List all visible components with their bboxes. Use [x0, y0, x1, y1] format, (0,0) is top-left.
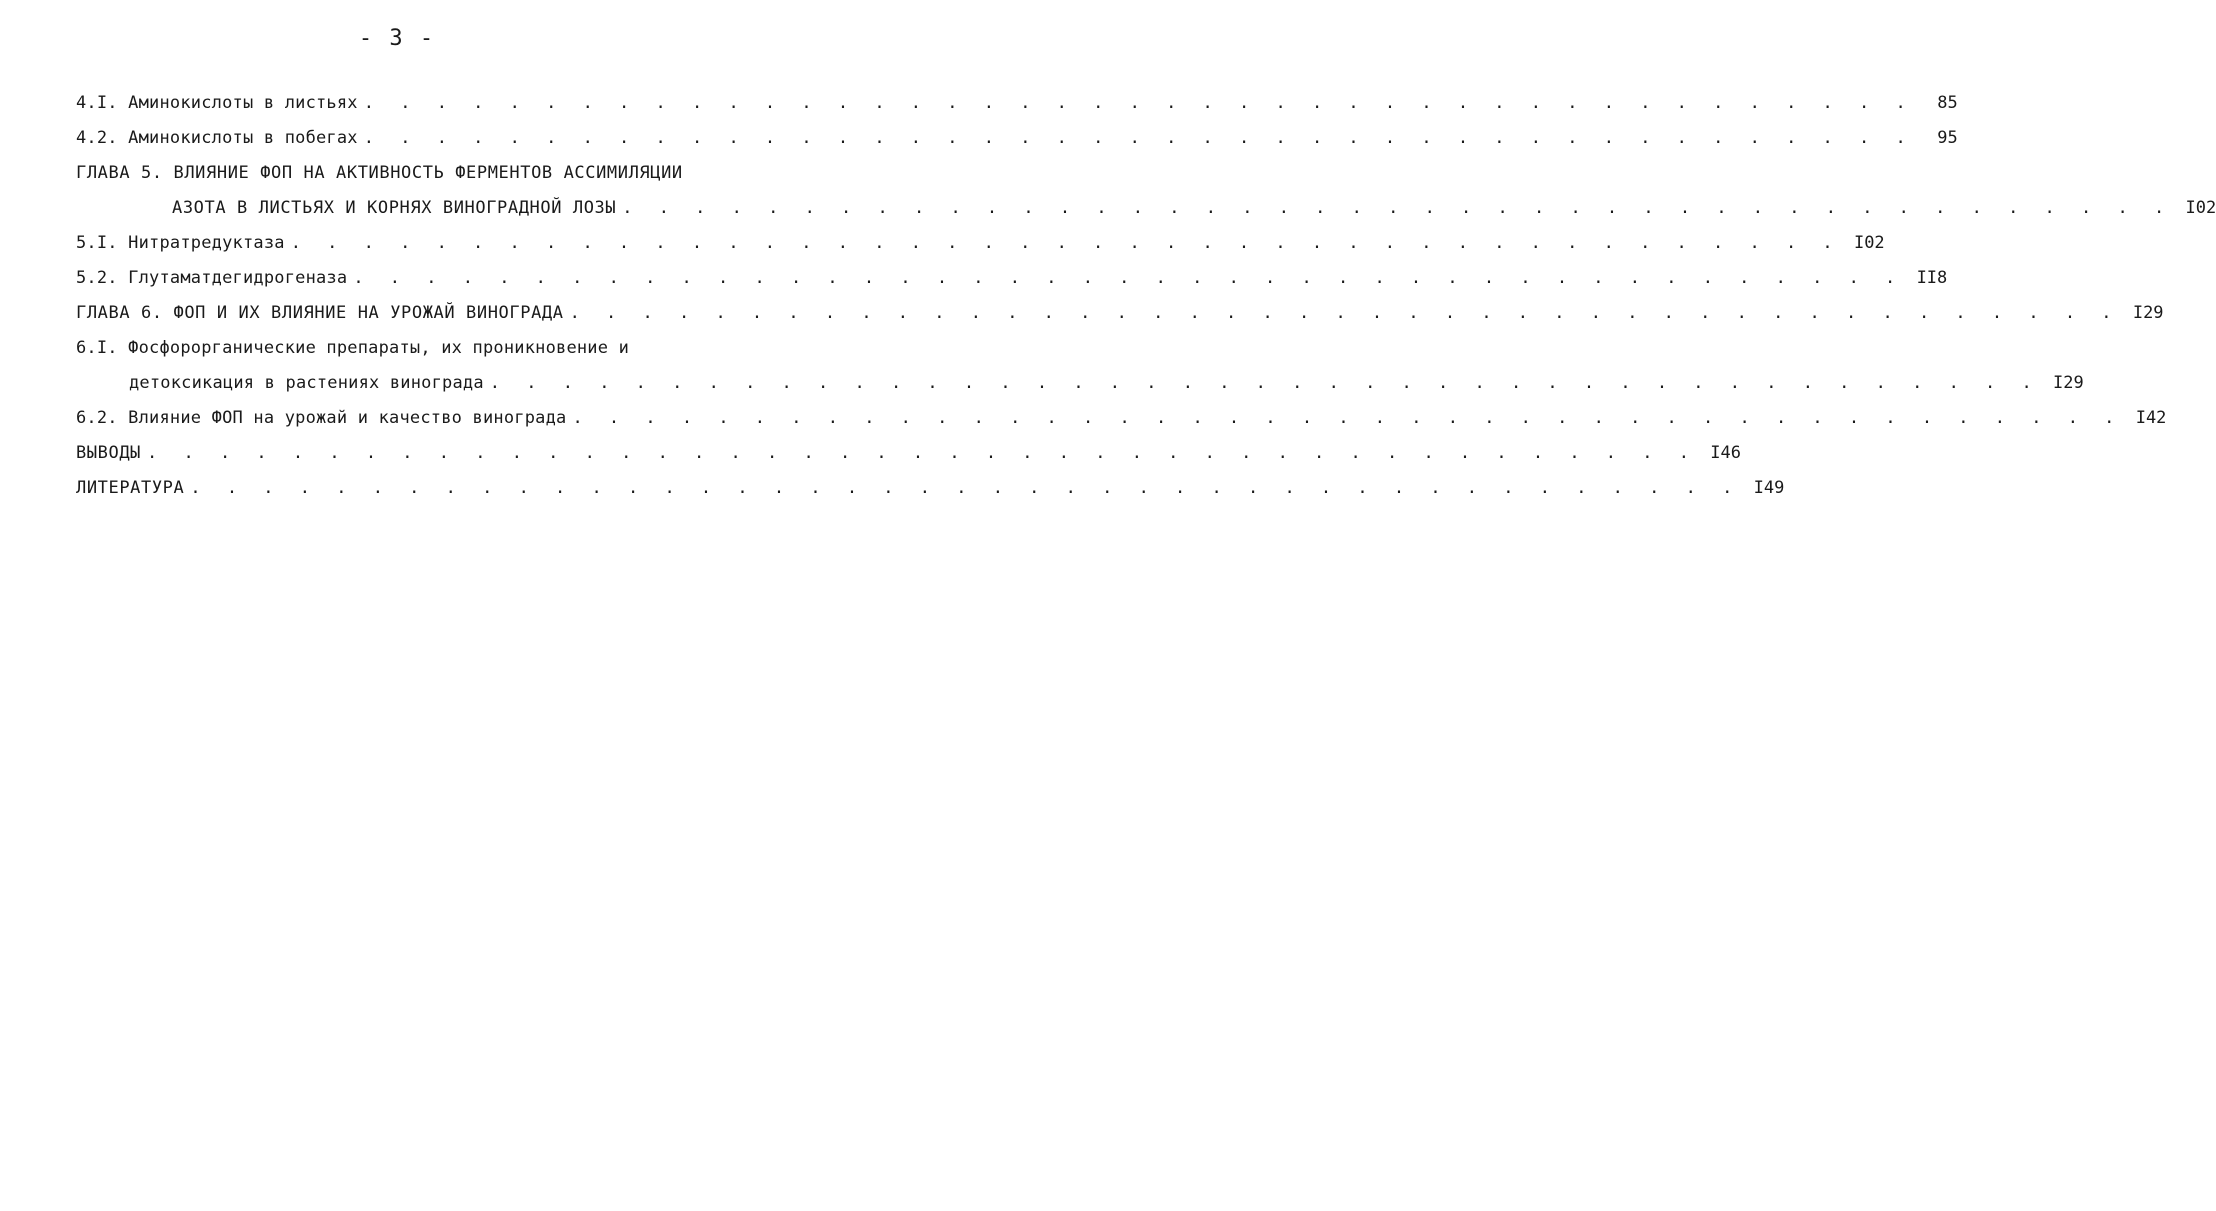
- table-of-contents: [76, 86, 2216, 506]
- dot-leader: . . . . . . . . . . . . . . . . . . . . . . . . . . . . . . . . . . . . . . . . . . .: [353, 268, 1904, 288]
- toc-entry-title-cont: детоксикация в растениях винограда: [129, 373, 484, 393]
- toc-chapter-6-heading: [76, 296, 2164, 331]
- toc-chapter-5-heading: [76, 156, 744, 191]
- toc-page-ref: I42: [2135, 408, 2167, 428]
- dot-leader: . . . . . . . . . . . . . . . . . . . . . . . . . . . . . . . . . . . . . . . . . . .: [363, 93, 1914, 113]
- toc-entry-4-2: [76, 121, 1958, 156]
- toc-page-ref: I29: [2132, 303, 2164, 323]
- toc-page-ref: 85: [1937, 93, 1958, 113]
- dot-leader: . . . . . . . . . . . . . . . . . . . . . . . . . . . . . . . . . . . . . . . . . . .: [572, 408, 2123, 428]
- toc-page-ref: II8: [1916, 268, 1948, 288]
- toc-entry-title: 4.2. Аминокислоты в побегах: [76, 128, 358, 148]
- dot-leader: . . . . . . . . . . . . . . . . . . . . . . . . . . . . . . . . . . . . . . . . . . .: [290, 233, 1841, 253]
- toc-entry-title: 6.I. Фосфорорганические препараты, их проникновение и: [76, 338, 630, 358]
- dot-leader: . . . . . . . . . . . . . . . . . . . . . . . . . . . . . . . . . . . . . . . . . . .: [622, 198, 2173, 218]
- toc-entry-5-2: [76, 261, 1948, 296]
- toc-entry-6-2: [76, 401, 2167, 436]
- toc-chapter-title: ГЛАВА 5. ВЛИЯНИЕ ФОП НА АКТИВНОСТЬ ФЕРМЕНТОВ АССИМИЛЯЦИИ: [76, 163, 683, 183]
- toc-references: [76, 471, 1785, 506]
- toc-entry-6-1-cont: [76, 366, 2084, 401]
- page-number: - 3 -: [358, 26, 436, 51]
- toc-entry-title: 6.2. Влияние ФОП на урожай и качество винограда: [76, 408, 567, 428]
- toc-entry-title: 5.2. Глутаматдегидрогеназа: [76, 268, 348, 288]
- dot-leader: . . . . . . . . . . . . . . . . . . . . . . . . . . . . . . . . . . . . . . . . . . .: [569, 303, 2120, 323]
- toc-conclusions: [76, 436, 1741, 471]
- toc-chapter-5-heading-cont: [76, 191, 2216, 226]
- toc-entry-title: ЛИТЕРАТУРА: [76, 478, 185, 498]
- toc-entry-title: 5.I. Нитратредуктаза: [76, 233, 285, 253]
- toc-page-ref: I02: [1853, 233, 1885, 253]
- toc-page-ref: 95: [1937, 128, 1958, 148]
- toc-entry-5-1: [76, 226, 1885, 261]
- toc-page-ref: I29: [2053, 373, 2084, 393]
- dot-leader: . . . . . . . . . . . . . . . . . . . . . . . . . . . . . . . . . . . . . . . . . . .: [363, 128, 1914, 148]
- dot-leader: . . . . . . . . . . . . . . . . . . . . . . . . . . . . . . . . . . . . . . . . . . .: [489, 373, 2040, 393]
- toc-entry-4-1: [76, 86, 1958, 121]
- toc-entry-6-1: [76, 331, 744, 366]
- toc-entry-title: 4.I. Аминокислоты в листьях: [76, 93, 358, 113]
- toc-chapter-title-cont: АЗОТА В ЛИСТЬЯХ И КОРНЯХ ВИНОГРАДНОЙ ЛОЗЫ: [172, 198, 617, 218]
- toc-page-ref: I49: [1753, 478, 1785, 498]
- toc-page-ref: I02: [2185, 198, 2216, 218]
- dot-leader: . . . . . . . . . . . . . . . . . . . . . . . . . . . . . . . . . . . . . . . . . . .: [147, 443, 1697, 463]
- dot-leader: . . . . . . . . . . . . . . . . . . . . . . . . . . . . . . . . . . . . . . . . . . .: [190, 478, 1741, 498]
- toc-chapter-title: ГЛАВА 6. ФОП И ИХ ВЛИЯНИЕ НА УРОЖАЙ ВИНОГРАДА: [76, 303, 564, 323]
- toc-page-ref: I46: [1710, 443, 1741, 463]
- toc-entry-title: ВЫВОДЫ: [76, 443, 142, 463]
